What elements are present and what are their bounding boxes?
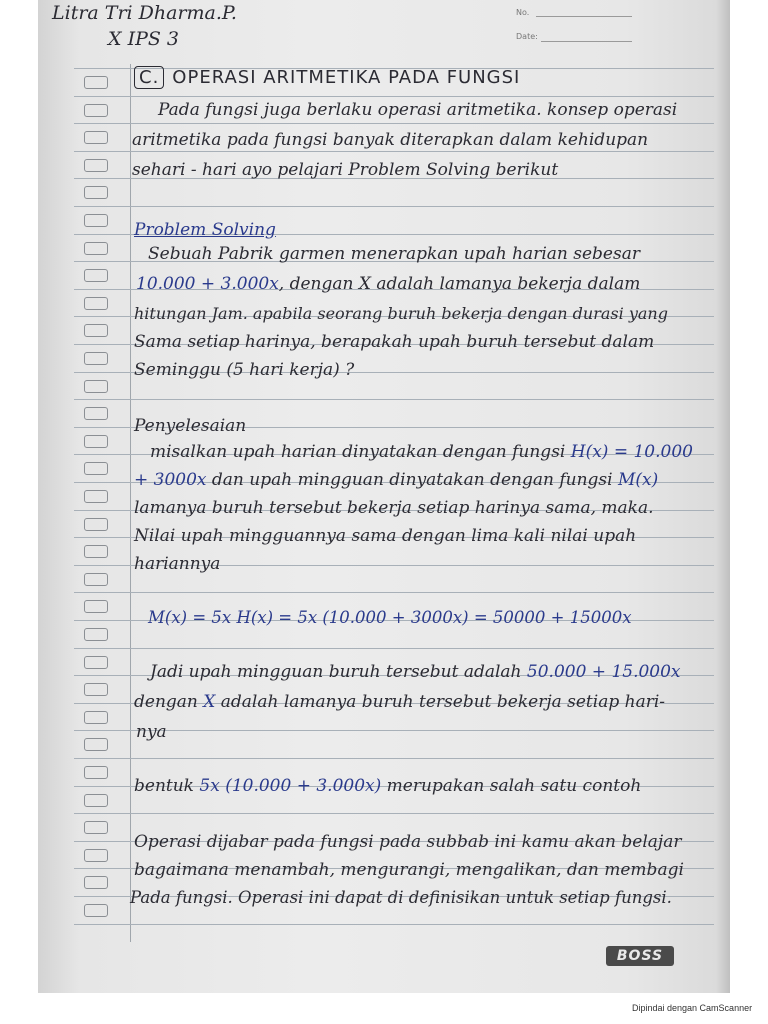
- ruled-line: [74, 151, 714, 152]
- conclusion-line-3: nya: [136, 722, 167, 742]
- margin-checkbox: [84, 711, 108, 724]
- margin-checkbox: [84, 518, 108, 531]
- margin-checkbox: [84, 76, 108, 89]
- margin-checkbox: [84, 324, 108, 337]
- margin-checkbox: [84, 104, 108, 117]
- solution-line-3: lamanya buruh tersebut bekerja setiap harinya sama, maka.: [134, 498, 654, 518]
- daily-wage-function: H(x) = 10.000: [570, 442, 693, 462]
- margin-checkbox: [84, 794, 108, 807]
- margin-checkbox: [84, 738, 108, 751]
- wage-formula: 10.000 + 3.000x: [136, 274, 279, 294]
- conclusion-line-1: Jadi upah mingguan buruh tersebut adalah 50.000 + 15.000x: [150, 662, 681, 682]
- paper-edge-shadow: [716, 0, 730, 993]
- date-label: Date:: [516, 32, 538, 41]
- weekly-wage-result: 50.000 + 15.000x: [526, 662, 681, 682]
- section-heading: OPERASI ARITMETIKA PADA FUNGSI: [172, 67, 521, 88]
- closing-line-1: Operasi dijabar pada fungsi pada subbab ini kamu akan belajar: [134, 832, 682, 852]
- margin-checkbox: [84, 186, 108, 199]
- solution-line-1: misalkan upah harian dinyatakan dengan fungsi H(x) = 10.000: [150, 442, 693, 462]
- margin-checkbox: [84, 628, 108, 641]
- ruled-line: [74, 758, 714, 759]
- weekly-wage-function: M(x): [617, 470, 659, 490]
- date-line: [541, 41, 632, 42]
- scanner-watermark: Dipindai dengan CamScanner: [632, 1003, 753, 1013]
- margin-checkbox: [84, 214, 108, 227]
- margin-checkbox: [84, 766, 108, 779]
- margin-checkbox: [84, 462, 108, 475]
- margin-line: [130, 64, 131, 942]
- solution-line-5: hariannya: [134, 554, 221, 574]
- weekly-wage-formula: M(x) = 5x H(x) = 5x (10.000 + 3000x) = 50000 + 15000x: [148, 608, 632, 627]
- margin-checkbox: [84, 600, 108, 613]
- problem-heading: Problem Solving: [134, 220, 276, 240]
- form-example-line: bentuk 5x (10.000 + 3.000x) merupakan salah satu contoh: [134, 776, 642, 796]
- ruled-line: [74, 813, 714, 814]
- margin-checkbox: [84, 573, 108, 586]
- number-line: [536, 16, 632, 17]
- problem-line-5: Seminggu (5 hari kerja) ?: [134, 360, 355, 380]
- number-label: No.: [516, 8, 530, 17]
- solution-heading: Penyelesaian: [134, 416, 247, 436]
- student-name: Litra Tri Dharma.P.: [52, 2, 237, 24]
- function-form-example: 5x (10.000 + 3.000x): [199, 776, 382, 796]
- ruled-line: [74, 206, 714, 207]
- conclusion-line-2: dengan X adalah lamanya buruh tersebut bekerja setiap hari-: [134, 692, 666, 712]
- notebook-paper: [38, 0, 730, 993]
- problem-line-2: 10.000 + 3.000x, dengan X adalah lamanya bekerja dalam: [136, 274, 641, 294]
- problem-line-4: Sama setiap harinya, berapakah upah buruh tersebut dalam: [134, 332, 655, 352]
- margin-checkbox: [84, 904, 108, 917]
- margin-checkbox: [84, 545, 108, 558]
- margin-checkbox: [84, 849, 108, 862]
- problem-line-1: Sebuah Pabrik garmen menerapkan upah harian sebesar: [148, 244, 640, 264]
- margin-checkbox: [84, 490, 108, 503]
- ruled-line: [74, 924, 714, 925]
- scanned-page: [38, 0, 730, 993]
- notebook-brand-logo: BOSS: [606, 946, 674, 966]
- solution-line-4: Nilai upah mingguannya sama dengan lima kali nilai upah: [134, 526, 637, 546]
- ruled-line: [74, 123, 714, 124]
- margin-checkbox: [84, 131, 108, 144]
- problem-line-3: hitungan Jam. apabila seorang buruh bekerja dengan durasi yang: [134, 304, 668, 323]
- ruled-line: [74, 96, 714, 97]
- section-label: C.: [134, 66, 164, 89]
- closing-line-3: Pada fungsi. Operasi ini dapat di definisikan untuk setiap fungsi.: [130, 888, 672, 907]
- closing-line-2: bagaimana menambah, mengurangi, mengalikan, dan membagi: [134, 860, 684, 880]
- margin-checkbox: [84, 683, 108, 696]
- margin-checkbox: [84, 435, 108, 448]
- section-title: [134, 66, 520, 89]
- intro-line-3: sehari - hari ayo pelajari Problem Solving berikut: [132, 160, 559, 180]
- margin-checkbox: [84, 269, 108, 282]
- intro-line-1: Pada fungsi juga berlaku operasi aritmetika. konsep operasi: [158, 100, 678, 120]
- solution-line-2: + 3000x dan upah mingguan dinyatakan dengan fungsi M(x): [134, 470, 659, 490]
- margin-checkbox: [84, 407, 108, 420]
- intro-line-2: aritmetika pada fungsi banyak diterapkan dalam kehidupan: [132, 130, 649, 150]
- ruled-line: [74, 730, 714, 731]
- margin-checkbox: [84, 242, 108, 255]
- ruled-line: [74, 648, 714, 649]
- ruled-line: [74, 592, 714, 593]
- margin-checkbox: [84, 876, 108, 889]
- margin-checkbox: [84, 159, 108, 172]
- ruled-line: [74, 399, 714, 400]
- margin-checkbox: [84, 380, 108, 393]
- margin-checkbox: [84, 821, 108, 834]
- margin-checkbox: [84, 352, 108, 365]
- student-class: X IPS 3: [108, 28, 179, 50]
- margin-checkbox: [84, 656, 108, 669]
- margin-checkbox: [84, 297, 108, 310]
